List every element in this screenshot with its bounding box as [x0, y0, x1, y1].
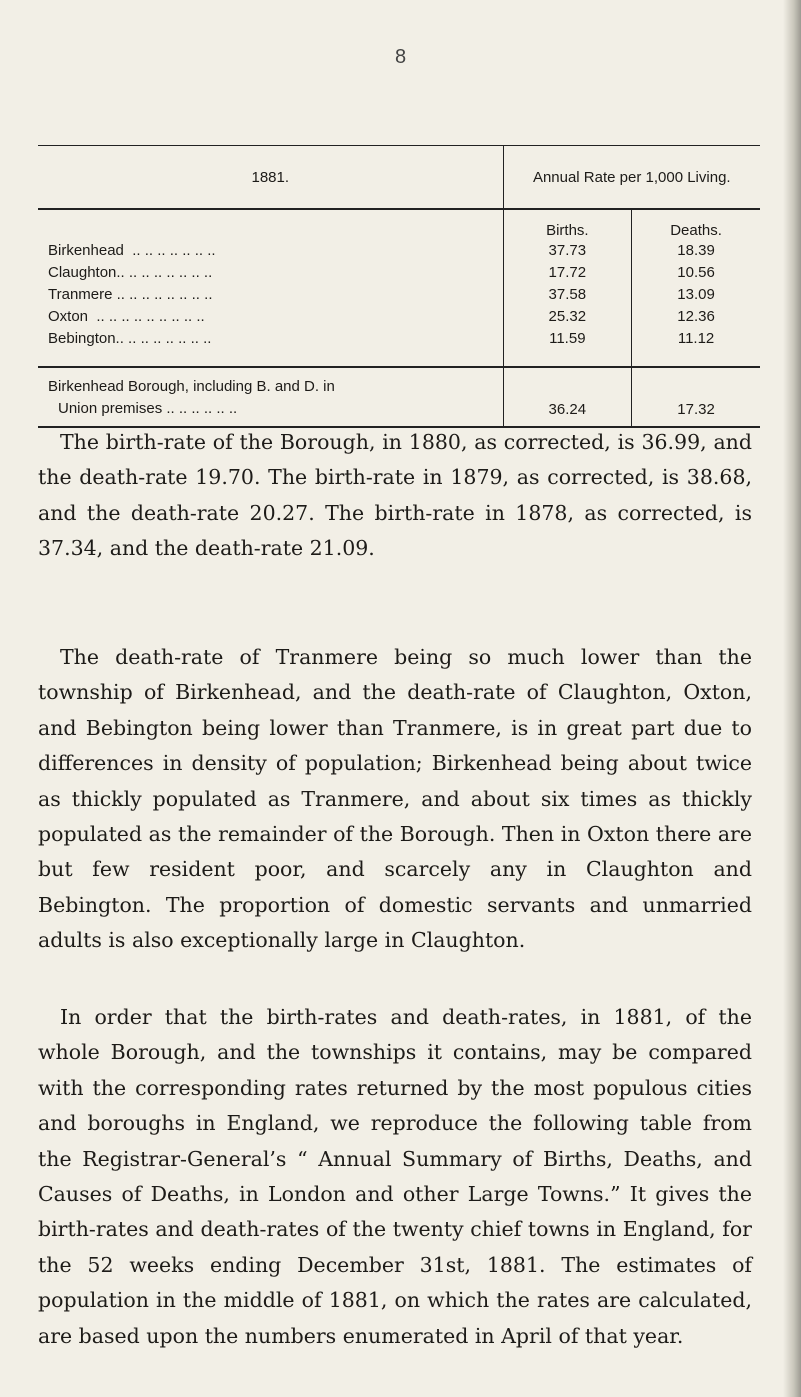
- table-row: [38, 330, 760, 367]
- row-births: 37.73: [548, 242, 587, 259]
- subheader-births: Births.: [546, 222, 589, 239]
- paragraph-density: The death-rate of Tranmere being so much lower than the township of Birkenhead, and the death-rate of Claughton, Oxton, and Bebington being lower than Tranmere, is in great part due to differences in density of population; Birkenhead being about twice as thickly populated as Tranmere, and about six times as thickly populated as the remainder of the Borough. Then in Oxton there are but few resident poor, and scarcely any in Claughton and Bebington. The proportion of domestic servants and unmarried adults is also exceptionally large in Claughton.: [38, 645, 752, 953]
- total-label-line1: Birkenhead Borough, including B. and D. in: [48, 378, 335, 395]
- row-births: 37.58: [548, 286, 587, 303]
- table-row: [38, 242, 760, 264]
- page-edge-shadow: [783, 0, 801, 1397]
- row-births: 25.32: [548, 308, 587, 325]
- row-deaths: 10.56: [632, 264, 760, 286]
- row-deaths: 11.12: [632, 330, 760, 367]
- header-annual-rate: Annual Rate per 1,000 Living.: [503, 146, 760, 210]
- table-subheader-row: [38, 209, 760, 242]
- row-place: Birkenhead .. .. .. .. .. .. ..: [48, 242, 216, 259]
- table-row: [38, 308, 760, 330]
- total-births: 36.24: [503, 367, 632, 427]
- table-row: [38, 264, 760, 286]
- row-place: Bebington.. .. .. .. .. .. .. ..: [48, 330, 212, 347]
- total-label-line2: Union premises .. .. .. .. .. ..: [58, 400, 238, 417]
- row-place: Claughton.. .. .. .. .. .. .. ..: [48, 264, 213, 281]
- table-row: [38, 286, 760, 308]
- row-place: Tranmere .. .. .. .. .. .. .. ..: [48, 286, 213, 303]
- rates-table: [38, 145, 760, 428]
- row-deaths: 13.09: [632, 286, 760, 308]
- row-deaths: 18.39: [632, 242, 760, 264]
- row-births: 11.59: [549, 330, 586, 347]
- page-number: 8: [394, 46, 407, 68]
- header-year: 1881.: [38, 146, 503, 210]
- rates-table-grid: [38, 145, 760, 428]
- table-total-row: [38, 367, 760, 427]
- row-deaths: 12.36: [632, 308, 760, 330]
- paragraph-comparison: In order that the birth-rates and death-rates, in 1881, of the whole Borough, and the townships it contains, may be compared with the corresponding rates returned by the most populous cities and boroughs in England, we reproduce the following table from the Registrar-General’s “ Annual Summary of Births, Deaths, and Causes of Deaths, in London and other Large Towns.” It gives the birth-rates and death-rates of the twenty chief towns in England, for the 52 weeks ending December 31st, 1881. The estimates of population in the middle of 1881, on which the rates are calculated, are based upon the numbers enumerated in April of that year.: [38, 1005, 752, 1348]
- row-births: 17.72: [548, 264, 587, 281]
- paragraph-birth-rates: The birth-rate of the Borough, in 1880, as corrected, is 36.99, and the death-rate 19.70. The birth-rate in 1879, as corrected, is 38.68, and the death-rate 20.27. The birth-rate in 1878, as corrected, is 37.34, and the death-rate 21.09.: [38, 430, 752, 561]
- total-deaths: 17.32: [632, 367, 760, 427]
- row-place: Oxton .. .. .. .. .. .. .. .. ..: [48, 308, 205, 325]
- subheader-deaths: Deaths.: [632, 209, 760, 242]
- table-header-row: [38, 146, 760, 210]
